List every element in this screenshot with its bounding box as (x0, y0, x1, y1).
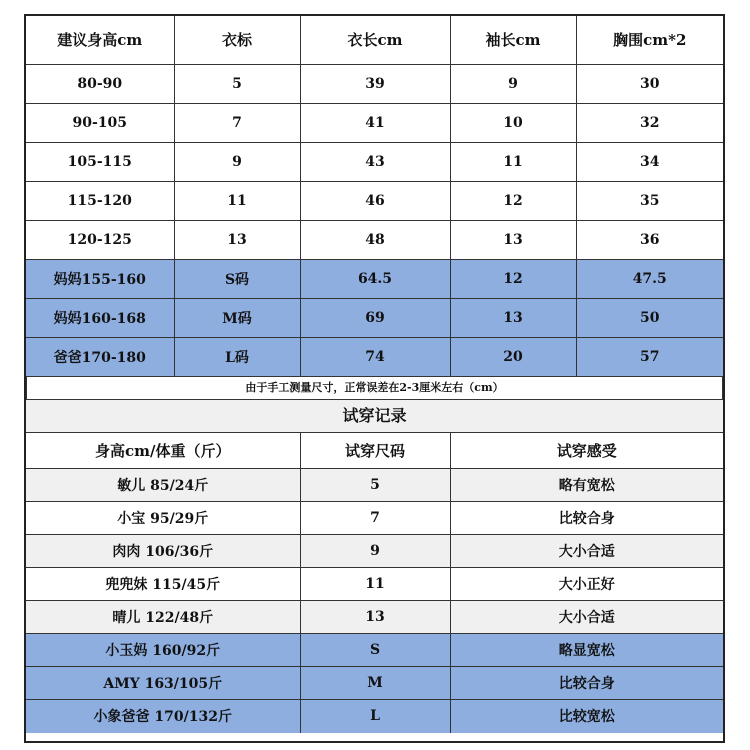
height-weight-cell: 敏儿 85/24斤 (26, 469, 300, 502)
length-cell: 41 (300, 103, 450, 142)
fit-feedback-cell: 略显宽松 (450, 634, 723, 667)
trial-table-row (26, 634, 723, 667)
trial-table-row (26, 568, 723, 601)
fit-feedback-cell: 大小合适 (450, 601, 723, 634)
size-label-cell: 13 (174, 220, 300, 259)
height-cell: 妈妈155-160 (26, 259, 174, 298)
height-weight-header: 身高cm/体重（斤） (26, 433, 300, 469)
fit-feedback-header: 试穿感受 (450, 433, 723, 469)
sleeve-cell: 20 (450, 337, 576, 376)
height-weight-cell: 晴儿 122/48斤 (26, 601, 300, 634)
height-weight-cell: 兜兜妹 115/45斤 (26, 568, 300, 601)
trial-table-row (26, 667, 723, 700)
height-cell: 115-120 (26, 181, 174, 220)
chest-cell: 32 (576, 103, 723, 142)
sleeve-cell: 13 (450, 220, 576, 259)
size-label-header: 衣标 (174, 16, 300, 64)
height-weight-cell: 小宝 95/29斤 (26, 502, 300, 535)
length-header: 衣长cm (300, 16, 450, 64)
chest-cell: 30 (576, 64, 723, 103)
size-table-row (26, 64, 723, 103)
length-cell: 64.5 (300, 259, 450, 298)
fit-feedback-cell: 比较合身 (450, 667, 723, 700)
trial-size-header: 试穿尺码 (300, 433, 450, 469)
size-table-row (26, 337, 723, 376)
sleeve-cell: 11 (450, 142, 576, 181)
length-cell: 46 (300, 181, 450, 220)
size-chart-sheet (24, 14, 725, 743)
trial-table-row (26, 502, 723, 535)
height-weight-cell: 小象爸爸 170/132斤 (26, 700, 300, 733)
trial-size-cell: M (300, 667, 450, 700)
size-table-row (26, 259, 723, 298)
chest-cell: 50 (576, 298, 723, 337)
trial-size-cell: S (300, 634, 450, 667)
height-cell: 爸爸170-180 (26, 337, 174, 376)
length-cell: 39 (300, 64, 450, 103)
height-header: 建议身高cm (26, 16, 174, 64)
chest-header: 胸围cm*2 (576, 16, 723, 64)
height-cell: 90-105 (26, 103, 174, 142)
trial-table-row (26, 601, 723, 634)
length-cell: 48 (300, 220, 450, 259)
size-table-row (26, 103, 723, 142)
fit-feedback-cell: 略有宽松 (450, 469, 723, 502)
height-cell: 妈妈160-168 (26, 298, 174, 337)
size-table-row (26, 220, 723, 259)
sleeve-cell: 12 (450, 259, 576, 298)
chest-cell: 57 (576, 337, 723, 376)
size-table (26, 16, 723, 377)
size-label-cell: 9 (174, 142, 300, 181)
trial-size-cell: L (300, 700, 450, 733)
trial-size-cell: 5 (300, 469, 450, 502)
sleeve-cell: 10 (450, 103, 576, 142)
size-table-row (26, 181, 723, 220)
size-label-cell: L码 (174, 337, 300, 376)
trial-size-cell: 11 (300, 568, 450, 601)
trial-table-row (26, 469, 723, 502)
size-label-cell: S码 (174, 259, 300, 298)
chest-cell: 36 (576, 220, 723, 259)
length-cell: 43 (300, 142, 450, 181)
height-weight-cell: 肉肉 106/36斤 (26, 535, 300, 568)
height-cell: 80-90 (26, 64, 174, 103)
sleeve-cell: 12 (450, 181, 576, 220)
trial-table-row (26, 535, 723, 568)
size-table-row (26, 298, 723, 337)
size-label-cell: M码 (174, 298, 300, 337)
chest-cell: 47.5 (576, 259, 723, 298)
measurement-note: 由于手工测量尺寸，正常误差在2-3厘米左右（cm） (26, 377, 723, 400)
size-label-cell: 5 (174, 64, 300, 103)
length-cell: 74 (300, 337, 450, 376)
size-label-cell: 7 (174, 103, 300, 142)
height-weight-cell: 小玉妈 160/92斤 (26, 634, 300, 667)
height-weight-cell: AMY 163/105斤 (26, 667, 300, 700)
fit-feedback-cell: 比较宽松 (450, 700, 723, 733)
trial-size-cell: 9 (300, 535, 450, 568)
fit-feedback-cell: 大小正好 (450, 568, 723, 601)
sleeve-cell: 13 (450, 298, 576, 337)
sleeve-cell: 9 (450, 64, 576, 103)
trial-size-cell: 13 (300, 601, 450, 634)
trial-table-header (26, 433, 723, 469)
height-cell: 120-125 (26, 220, 174, 259)
size-label-cell: 11 (174, 181, 300, 220)
sleeve-header: 袖长cm (450, 16, 576, 64)
height-cell: 105-115 (26, 142, 174, 181)
trial-size-cell: 7 (300, 502, 450, 535)
fit-feedback-cell: 比较合身 (450, 502, 723, 535)
chest-cell: 35 (576, 181, 723, 220)
trial-table (26, 433, 723, 733)
size-table-row (26, 142, 723, 181)
length-cell: 69 (300, 298, 450, 337)
trial-record-title: 试穿记录 (26, 400, 723, 433)
size-table-header (26, 16, 723, 64)
trial-table-row (26, 700, 723, 733)
fit-feedback-cell: 大小合适 (450, 535, 723, 568)
chest-cell: 34 (576, 142, 723, 181)
